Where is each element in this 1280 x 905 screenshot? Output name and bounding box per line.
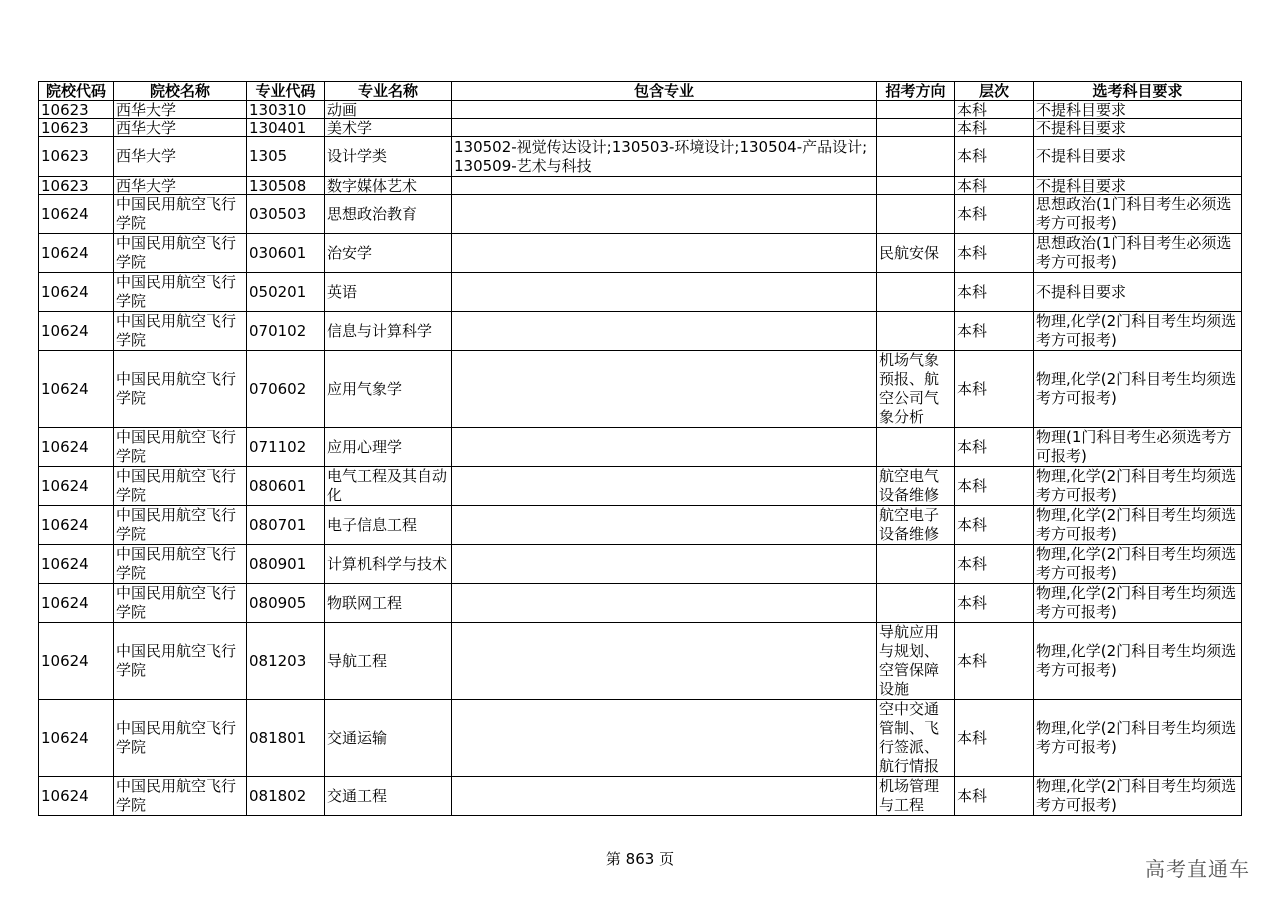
cell-direction: 机场气象预报、航空公司气象分析 bbox=[877, 351, 955, 428]
cell-subject-requirement: 物理,化学(2门科目考生均须选考方可报考) bbox=[1034, 351, 1242, 428]
cell-school-code: 10624 bbox=[39, 428, 114, 467]
cell-major-name: 设计学类 bbox=[325, 137, 452, 177]
header-school-name: 院校名称 bbox=[114, 82, 247, 101]
cell-level: 本科 bbox=[955, 177, 1034, 195]
cell-direction bbox=[877, 195, 955, 234]
page-number: 第 863 页 bbox=[605, 850, 675, 868]
table-row bbox=[39, 700, 1242, 777]
cell-major-name: 思想政治教育 bbox=[325, 195, 452, 234]
cell-level: 本科 bbox=[955, 351, 1034, 428]
cell-school-code: 10623 bbox=[39, 137, 114, 177]
cell-school-code: 10623 bbox=[39, 119, 114, 137]
cell-school-code: 10624 bbox=[39, 584, 114, 623]
header-school-code: 院校代码 bbox=[39, 82, 114, 101]
cell-included-majors bbox=[452, 234, 877, 273]
cell-major-code: 070102 bbox=[247, 312, 325, 351]
cell-major-name: 电气工程及其自动化 bbox=[325, 467, 452, 506]
cell-school-name: 中国民用航空飞行学院 bbox=[114, 623, 247, 700]
cell-school-name: 中国民用航空飞行学院 bbox=[114, 234, 247, 273]
admission-table bbox=[38, 81, 1242, 816]
cell-direction: 导航应用与规划、空管保障设施 bbox=[877, 623, 955, 700]
cell-subject-requirement: 物理,化学(2门科目考生均须选考方可报考) bbox=[1034, 506, 1242, 545]
cell-school-code: 10624 bbox=[39, 351, 114, 428]
cell-direction bbox=[877, 584, 955, 623]
header-subject-requirement: 选考科目要求 bbox=[1034, 82, 1242, 101]
cell-subject-requirement: 物理,化学(2门科目考生均须选考方可报考) bbox=[1034, 312, 1242, 351]
cell-direction bbox=[877, 545, 955, 584]
cell-included-majors bbox=[452, 545, 877, 584]
table-row bbox=[39, 177, 1242, 195]
cell-direction bbox=[877, 137, 955, 177]
cell-school-code: 10624 bbox=[39, 273, 114, 312]
cell-level: 本科 bbox=[955, 119, 1034, 137]
cell-major-name: 交通运输 bbox=[325, 700, 452, 777]
cell-major-code: 080701 bbox=[247, 506, 325, 545]
cell-school-code: 10623 bbox=[39, 101, 114, 119]
cell-direction: 航空电子设备维修 bbox=[877, 506, 955, 545]
cell-school-name: 中国民用航空飞行学院 bbox=[114, 467, 247, 506]
cell-major-code: 130401 bbox=[247, 119, 325, 137]
table-header-row bbox=[39, 82, 1242, 101]
cell-subject-requirement: 物理,化学(2门科目考生均须选考方可报考) bbox=[1034, 467, 1242, 506]
cell-direction bbox=[877, 312, 955, 351]
cell-level: 本科 bbox=[955, 137, 1034, 177]
cell-included-majors bbox=[452, 312, 877, 351]
cell-subject-requirement: 不提科目要求 bbox=[1034, 119, 1242, 137]
cell-school-name: 中国民用航空飞行学院 bbox=[114, 545, 247, 584]
cell-major-code: 130508 bbox=[247, 177, 325, 195]
cell-school-name: 西华大学 bbox=[114, 177, 247, 195]
cell-subject-requirement: 思想政治(1门科目考生必须选考方可报考) bbox=[1034, 234, 1242, 273]
cell-subject-requirement: 物理,化学(2门科目考生均须选考方可报考) bbox=[1034, 700, 1242, 777]
header-level: 层次 bbox=[955, 82, 1034, 101]
cell-level: 本科 bbox=[955, 234, 1034, 273]
table-row bbox=[39, 467, 1242, 506]
cell-major-name: 应用气象学 bbox=[325, 351, 452, 428]
cell-school-code: 10624 bbox=[39, 700, 114, 777]
cell-included-majors bbox=[452, 428, 877, 467]
cell-level: 本科 bbox=[955, 428, 1034, 467]
cell-included-majors bbox=[452, 777, 877, 816]
cell-subject-requirement: 不提科目要求 bbox=[1034, 273, 1242, 312]
header-included-majors: 包含专业 bbox=[452, 82, 877, 101]
cell-school-name: 中国民用航空飞行学院 bbox=[114, 700, 247, 777]
header-direction: 招考方向 bbox=[877, 82, 955, 101]
cell-school-name: 中国民用航空飞行学院 bbox=[114, 312, 247, 351]
cell-major-code: 070602 bbox=[247, 351, 325, 428]
cell-included-majors bbox=[452, 584, 877, 623]
cell-school-code: 10624 bbox=[39, 312, 114, 351]
cell-major-code: 081203 bbox=[247, 623, 325, 700]
cell-included-majors bbox=[452, 467, 877, 506]
cell-school-name: 中国民用航空飞行学院 bbox=[114, 273, 247, 312]
cell-major-code: 071102 bbox=[247, 428, 325, 467]
cell-major-name: 交通工程 bbox=[325, 777, 452, 816]
cell-major-code: 081801 bbox=[247, 700, 325, 777]
cell-major-name: 信息与计算科学 bbox=[325, 312, 452, 351]
cell-subject-requirement: 不提科目要求 bbox=[1034, 177, 1242, 195]
cell-major-name: 电子信息工程 bbox=[325, 506, 452, 545]
cell-direction bbox=[877, 177, 955, 195]
cell-subject-requirement: 物理,化学(2门科目考生均须选考方可报考) bbox=[1034, 623, 1242, 700]
cell-school-name: 中国民用航空飞行学院 bbox=[114, 351, 247, 428]
cell-included-majors bbox=[452, 351, 877, 428]
cell-subject-requirement: 思想政治(1门科目考生必须选考方可报考) bbox=[1034, 195, 1242, 234]
cell-level: 本科 bbox=[955, 700, 1034, 777]
cell-subject-requirement: 不提科目要求 bbox=[1034, 137, 1242, 177]
cell-direction: 航空电气设备维修 bbox=[877, 467, 955, 506]
cell-major-code: 030503 bbox=[247, 195, 325, 234]
cell-subject-requirement: 物理,化学(2门科目考生均须选考方可报考) bbox=[1034, 584, 1242, 623]
cell-level: 本科 bbox=[955, 467, 1034, 506]
table-row bbox=[39, 777, 1242, 816]
cell-direction bbox=[877, 119, 955, 137]
table-row bbox=[39, 428, 1242, 467]
cell-direction: 空中交通管制、飞行签派、航行情报 bbox=[877, 700, 955, 777]
table-row bbox=[39, 101, 1242, 119]
cell-school-name: 西华大学 bbox=[114, 101, 247, 119]
cell-school-code: 10623 bbox=[39, 177, 114, 195]
cell-major-name: 动画 bbox=[325, 101, 452, 119]
cell-major-name: 导航工程 bbox=[325, 623, 452, 700]
cell-school-name: 西华大学 bbox=[114, 137, 247, 177]
cell-level: 本科 bbox=[955, 312, 1034, 351]
cell-major-name: 英语 bbox=[325, 273, 452, 312]
cell-major-name: 数字媒体艺术 bbox=[325, 177, 452, 195]
table-body bbox=[39, 101, 1242, 816]
cell-level: 本科 bbox=[955, 195, 1034, 234]
cell-subject-requirement: 物理,化学(2门科目考生均须选考方可报考) bbox=[1034, 545, 1242, 584]
cell-major-code: 130310 bbox=[247, 101, 325, 119]
cell-major-name: 计算机科学与技术 bbox=[325, 545, 452, 584]
cell-direction bbox=[877, 101, 955, 119]
cell-major-code: 080905 bbox=[247, 584, 325, 623]
cell-school-name: 中国民用航空飞行学院 bbox=[114, 584, 247, 623]
watermark-logo: 高考直通车 bbox=[1145, 857, 1250, 881]
cell-school-code: 10624 bbox=[39, 623, 114, 700]
cell-school-name: 中国民用航空飞行学院 bbox=[114, 428, 247, 467]
cell-subject-requirement: 不提科目要求 bbox=[1034, 101, 1242, 119]
table-row bbox=[39, 195, 1242, 234]
table-row bbox=[39, 623, 1242, 700]
cell-school-name: 中国民用航空飞行学院 bbox=[114, 195, 247, 234]
table-row bbox=[39, 234, 1242, 273]
table-row bbox=[39, 584, 1242, 623]
cell-level: 本科 bbox=[955, 777, 1034, 816]
cell-included-majors bbox=[452, 101, 877, 119]
cell-school-code: 10624 bbox=[39, 777, 114, 816]
cell-level: 本科 bbox=[955, 545, 1034, 584]
cell-included-majors: 130502-视觉传达设计;130503-环境设计;130504-产品设计;130509-艺术与科技 bbox=[452, 137, 877, 177]
cell-major-code: 1305 bbox=[247, 137, 325, 177]
cell-direction bbox=[877, 428, 955, 467]
cell-level: 本科 bbox=[955, 623, 1034, 700]
table-row bbox=[39, 545, 1242, 584]
cell-major-name: 美术学 bbox=[325, 119, 452, 137]
cell-major-name: 物联网工程 bbox=[325, 584, 452, 623]
table-row bbox=[39, 273, 1242, 312]
table-row bbox=[39, 506, 1242, 545]
cell-included-majors bbox=[452, 623, 877, 700]
cell-school-code: 10624 bbox=[39, 234, 114, 273]
cell-level: 本科 bbox=[955, 584, 1034, 623]
cell-school-code: 10624 bbox=[39, 467, 114, 506]
cell-included-majors bbox=[452, 506, 877, 545]
table-row bbox=[39, 119, 1242, 137]
cell-school-code: 10624 bbox=[39, 195, 114, 234]
cell-school-code: 10624 bbox=[39, 506, 114, 545]
cell-subject-requirement: 物理,化学(2门科目考生均须选考方可报考) bbox=[1034, 777, 1242, 816]
cell-major-code: 050201 bbox=[247, 273, 325, 312]
cell-school-name: 西华大学 bbox=[114, 119, 247, 137]
cell-included-majors bbox=[452, 195, 877, 234]
cell-school-name: 中国民用航空飞行学院 bbox=[114, 506, 247, 545]
cell-major-name: 治安学 bbox=[325, 234, 452, 273]
cell-included-majors bbox=[452, 700, 877, 777]
cell-included-majors bbox=[452, 273, 877, 312]
cell-level: 本科 bbox=[955, 506, 1034, 545]
cell-school-code: 10624 bbox=[39, 545, 114, 584]
table-row bbox=[39, 312, 1242, 351]
cell-major-code: 030601 bbox=[247, 234, 325, 273]
header-major-code: 专业代码 bbox=[247, 82, 325, 101]
cell-direction: 民航安保 bbox=[877, 234, 955, 273]
cell-major-code: 081802 bbox=[247, 777, 325, 816]
table-row bbox=[39, 137, 1242, 177]
cell-level: 本科 bbox=[955, 101, 1034, 119]
cell-level: 本科 bbox=[955, 273, 1034, 312]
cell-included-majors bbox=[452, 177, 877, 195]
cell-included-majors bbox=[452, 119, 877, 137]
cell-subject-requirement: 物理(1门科目考生必须选考方可报考) bbox=[1034, 428, 1242, 467]
cell-major-code: 080601 bbox=[247, 467, 325, 506]
cell-major-code: 080901 bbox=[247, 545, 325, 584]
table-row bbox=[39, 351, 1242, 428]
cell-school-name: 中国民用航空飞行学院 bbox=[114, 777, 247, 816]
cell-direction bbox=[877, 273, 955, 312]
header-major-name: 专业名称 bbox=[325, 82, 452, 101]
cell-direction: 机场管理与工程 bbox=[877, 777, 955, 816]
cell-major-name: 应用心理学 bbox=[325, 428, 452, 467]
